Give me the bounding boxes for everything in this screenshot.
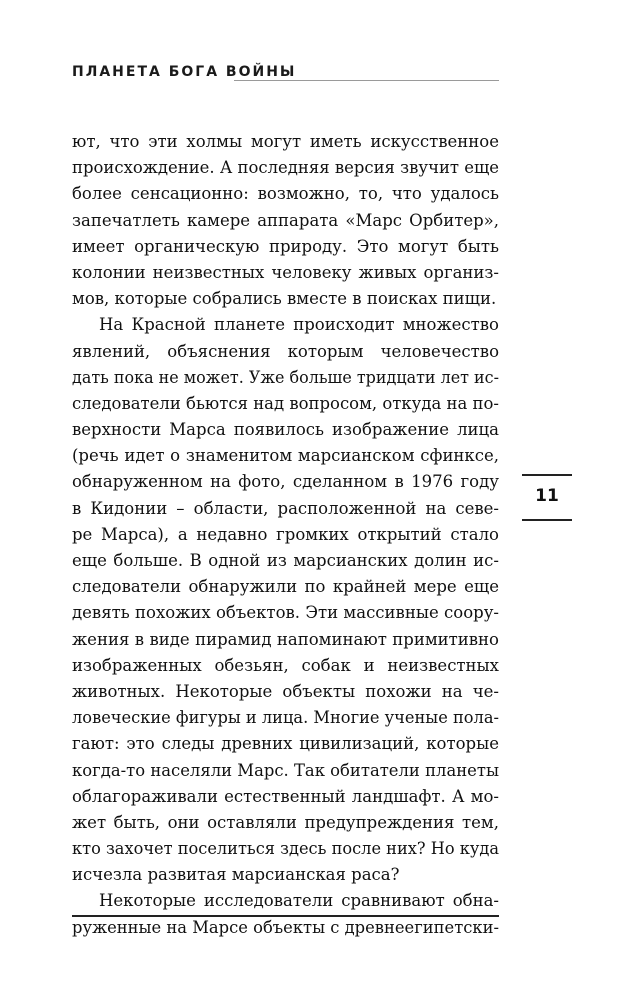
text-line: гают: это следы древних цивилизаций, которые bbox=[72, 734, 499, 754]
page-number: 11 bbox=[535, 486, 559, 506]
text-line: (речь идет о знаменитом марсианском сфинксе, bbox=[72, 446, 499, 466]
text-line: следователи обнаружили по крайней мере еще bbox=[72, 577, 499, 597]
text-line: еще больше. В одной из марсианских долин ис- bbox=[72, 551, 499, 570]
text-line: верхности Марса появилось изображение лица bbox=[72, 420, 499, 440]
text-line: руженные на Марсе объекты с древнеегипетски- bbox=[72, 917, 499, 937]
body-text bbox=[72, 129, 499, 941]
text-line: жения в виде пирамид напоминают примитивно bbox=[72, 629, 499, 649]
text-line: девять похожих объектов. Эти массивные соору- bbox=[72, 603, 499, 623]
text-line: ют, что эти холмы могут иметь искусственное bbox=[72, 132, 499, 151]
text-line: более сенсационно: возможно, то, что удалось bbox=[72, 184, 499, 204]
text-line: исчезла развитая марсианская раса? bbox=[72, 865, 400, 885]
text-line: когда-то населяли Марс. Так обитатели планеты bbox=[72, 760, 499, 780]
text-line: в Кидонии – области, расположенной на севе- bbox=[72, 498, 499, 518]
text-line: имеет органическую природу. Это могут быть bbox=[72, 236, 499, 256]
text-line: дать пока не может. Уже больше тридцати лет ис- bbox=[72, 367, 499, 387]
text-line: жет быть, они оставляли предупреждения тем, bbox=[72, 812, 499, 832]
running-head: ПЛАНЕТА БОГА ВОЙНЫ bbox=[72, 64, 297, 80]
text-line: колонии неизвестных человеку живых организ- bbox=[72, 262, 499, 282]
text-line: ловеческие фигуры и лица. Многие ученые пола- bbox=[72, 708, 499, 728]
page-number-bottom-rule bbox=[522, 519, 572, 521]
text-line: облагораживали естественный ландшафт. А мо- bbox=[72, 786, 499, 806]
text-line: следователи бьются над вопросом, откуда на по- bbox=[72, 393, 499, 413]
text-line: запечатлеть камере аппарата «Марс Орбитер», bbox=[72, 210, 499, 230]
text-line: обнаруженном на фото, сделанном в 1976 году bbox=[72, 472, 499, 492]
text-line: мов, которые собрались вместе в поисках пищи. bbox=[72, 289, 497, 309]
running-head-rule bbox=[234, 80, 499, 81]
text-line: кто захочет поселиться здесь после них? Но куда bbox=[72, 839, 499, 859]
text-line: На Красной планете происходит множество bbox=[99, 315, 499, 335]
text-line: изображенных обезьян, собак и неизвестных bbox=[72, 655, 499, 675]
footer-rule bbox=[72, 915, 499, 917]
page-number-top-rule bbox=[522, 474, 572, 476]
text-line: Некоторые исследователи сравнивают обна- bbox=[99, 891, 499, 911]
text-line: происхождение. А последняя версия звучит еще bbox=[72, 158, 499, 178]
text-line: ре Марса), а недавно громких открытий стало bbox=[72, 524, 499, 544]
text-line: явлений, объяснения которым человечество bbox=[72, 341, 499, 361]
text-line: животных. Некоторые объекты похожи на че- bbox=[72, 681, 499, 701]
